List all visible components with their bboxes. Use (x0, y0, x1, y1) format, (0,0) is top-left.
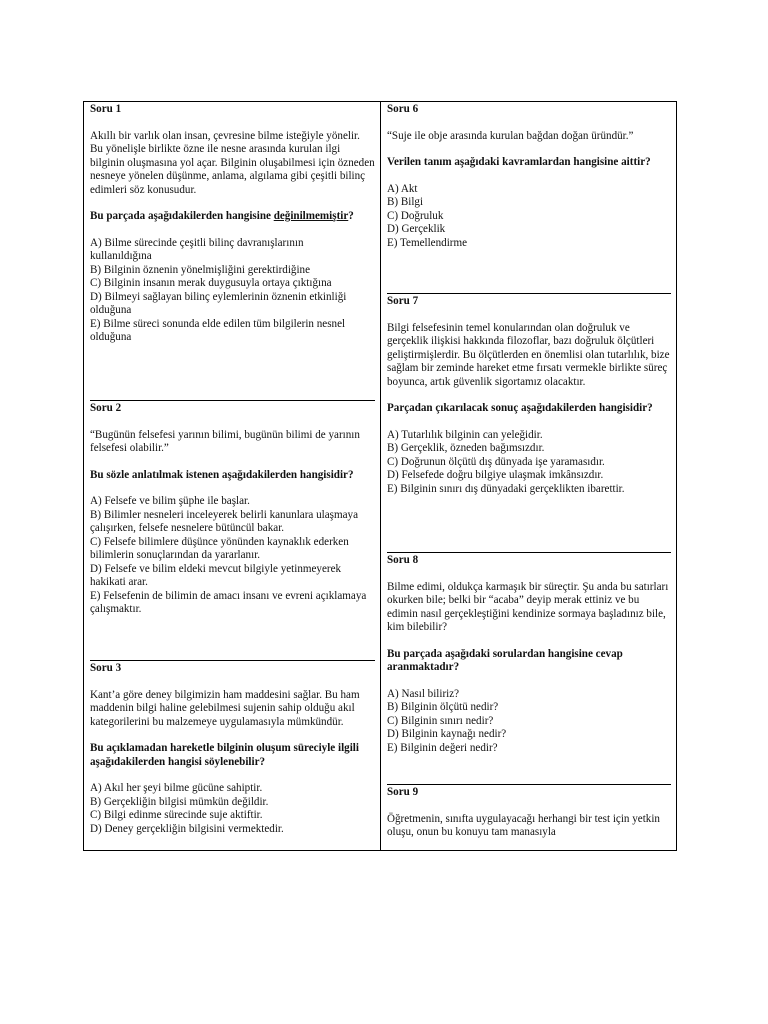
option-a[interactable]: A) Felsefe ve bilim şüphe ile başlar. (90, 495, 250, 507)
question-separator (387, 293, 671, 294)
option-d[interactable]: D) Gerçeklik (387, 223, 446, 235)
question-stem: Parçadan çıkarılacak sonuç aşağıdakilerden hangisidir? (387, 402, 653, 414)
question-passage: Öğretmenin, sınıfta uygulayacağı herhangi bir test için yetkin oluşu, onun bu konuyu tam manasıyla (387, 812, 660, 838)
question-stem: Bu açıklamadan hareketle bilginin oluşum süreciyle ilgili aşağıdakilerden hangisi söylenebilir? (90, 742, 359, 768)
option-a[interactable]: A) Bilme sürecinde çeşitli bilinç davranışlarının kullanıldığına (90, 236, 304, 262)
option-a[interactable]: A) Tutarlılık bilginin can yeleğidir. (387, 428, 543, 441)
option-e[interactable]: E) Bilme süreci sonunda elde edilen tüm bilgilerin nesnel olduğuna (90, 317, 346, 343)
option-b[interactable]: B) Bilginin ölçütü nedir? (387, 701, 499, 713)
option-a[interactable]: A) Akt (387, 182, 418, 195)
question-separator (90, 660, 375, 661)
question-title: Soru 1 (90, 103, 122, 115)
stem-end: ? (348, 210, 354, 222)
option-c[interactable]: C) Felsefe bilimlere düşünce yönünden kaynaklık ederken bilimlerin sonuçlarından da yararlanır. (90, 535, 349, 561)
question-title: Soru 8 (387, 554, 419, 566)
option-b[interactable]: B) Bilginin öznenin yönelmişliğini gerektirdiğine (90, 263, 310, 276)
question-title: Soru 6 (387, 103, 419, 115)
question-passage: “Bugünün felsefesi yarının bilimi, bugünün bilimi de yarının felsefesi olabilir.” (90, 428, 360, 454)
option-e[interactable]: E) Temellendirme (387, 236, 468, 249)
option-b[interactable]: B) Bilimler nesneleri inceleyerek belirli kanunlara ulaşmaya çalışırken, felsefe nesnelere bütüncül bakar. (90, 508, 358, 534)
question-8 (387, 554, 671, 784)
question-stem: Bu parçada aşağıdaki sorulardan hangisine cevap aranmaktadır? (387, 647, 623, 673)
option-d[interactable]: D) Felsefe ve bilim eldeki mevcut bilgiyle yetinmeyerek hakikati arar. (90, 562, 342, 588)
question-separator (387, 784, 671, 785)
question-stem: Verilen tanım aşağıdaki kavramlardan hangisine aittir? (387, 156, 651, 168)
question-title: Soru 7 (387, 295, 419, 307)
question-passage: Akıllı bir varlık olan insan, çevresine bilme isteğiyle yönelir. Bu yönelişle birlikte özne ile nesne arasında kurulan ilgi bilginin oluşmasına yol açar. Bilginin oluşabilmesi için özneden nesneye yönelen düşünme, anlama, algılama gibi çeşitli bilinç edimleri söz konusudur. (90, 129, 375, 196)
option-d[interactable]: D) Bilmeyi sağlayan bilinç eylemlerinin öznenin etkinliği olduğuna (90, 290, 347, 316)
option-c[interactable]: C) Bilgi edinme sürecinde suje aktiftir. (90, 809, 263, 821)
question-7 (387, 295, 671, 552)
question-title: Soru 3 (90, 662, 122, 674)
option-d[interactable]: D) Bilginin kaynağı nedir? (387, 728, 507, 740)
question-passage: Bilgi felsefesinin temel konularından olan doğruluk ve gerçeklik ilişkisi hakkında filozoflar, bazı doğruluk ölçütleri geliştirmişlerdir. Bu ölçütlerden en önemlisi olan tutarlılık, bize sağlam bir zeminde hareket etme fırsatı vermekle birlikte süreç boyunca, artık güvenlik sigortamız olacaktır. (387, 321, 670, 388)
question-passage: Kant’a göre deney bilgimizin ham maddesini sağlar. Bu ham maddenin bilgi haline gelebilmesi sujenin sahip olduğu akıl kategorilerini bu malzemeye uygulamasıyla mümkündür. (90, 688, 360, 728)
stem-emphasis: değinilmemiştir (273, 210, 349, 222)
question-title: Soru 9 (387, 786, 419, 798)
option-c[interactable]: C) Doğrunun ölçütü dış dünyada işe yaramasıdır. (387, 455, 605, 468)
question-passage: “Suje ile obje arasında kurulan bağdan doğan üründür.” (387, 129, 634, 142)
option-c[interactable]: C) Bilginin insanın merak duygusuyla ortaya çıktığına (90, 277, 332, 289)
option-b[interactable]: B) Gerçeklik, özneden bağımsızdır. (387, 442, 545, 454)
question-passage: Bilme edimi, oldukça karmaşık bir süreçtir. Şu anda bu satırları okurken bile; belki bir “acaba” deyip merak ettiniz ve bu edimin nasıl gerçekleştiğini kendinize sormaya başladınız bile, kim bilebilir? (387, 580, 669, 633)
question-sheet (83, 101, 677, 851)
question-separator (387, 552, 671, 553)
question-title: Soru 2 (90, 402, 122, 414)
question-2 (90, 402, 375, 660)
option-a[interactable]: A) Nasıl biliriz? (387, 687, 460, 700)
option-e[interactable]: E) Bilginin sınırı dış dünyadaki gerçeklikten ibarettir. (387, 482, 625, 495)
right-column (381, 102, 677, 850)
question-3 (90, 662, 375, 836)
option-b[interactable]: B) Gerçekliğin bilgisi mümkün değildir. (90, 795, 269, 808)
option-b[interactable]: B) Bilgi (387, 196, 424, 208)
stem-text: Bu parçada aşağıdakilerden hangisine (90, 210, 274, 222)
left-column (84, 102, 381, 850)
question-stem (90, 210, 375, 224)
question-6 (387, 103, 671, 293)
option-d[interactable]: D) Felsefede doğru bilgiye ulaşmak imkânsızdır. (387, 469, 604, 481)
question-9 (387, 786, 671, 840)
option-e[interactable]: E) Felsefenin de bilimin de amacı insanı ve evreni açıklamaya çalışmaktır. (90, 589, 367, 615)
question-1 (90, 103, 375, 400)
option-a[interactable]: A) Akıl her şeyi bilme gücüne sahiptir. (90, 782, 263, 794)
option-c[interactable]: C) Bilginin sınırı nedir? (387, 714, 494, 727)
option-c[interactable]: C) Doğruluk (387, 209, 444, 222)
question-separator (90, 400, 375, 401)
question-stem: Bu sözle anlatılmak istenen aşağıdakilerden hangisidir? (90, 468, 354, 481)
option-d[interactable]: D) Deney gerçekliğin bilgisini vermektedir. (90, 822, 284, 835)
option-e[interactable]: E) Bilginin değeri nedir? (387, 741, 498, 754)
